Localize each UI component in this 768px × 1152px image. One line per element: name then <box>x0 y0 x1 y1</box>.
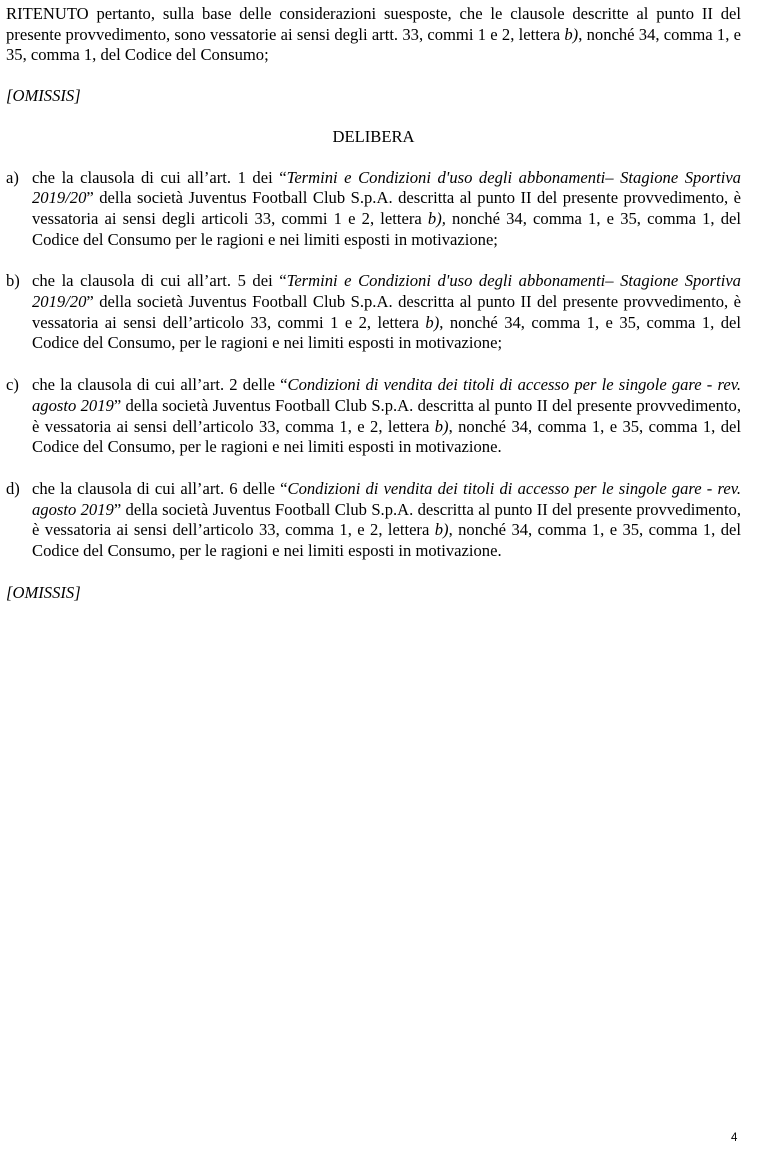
item-text <box>32 479 741 562</box>
italic-text-run: b) <box>425 312 440 332</box>
italic-text-run: Condizioni di vendita dei titoli di accesso per le singole gare - rev. agosto 2019 <box>32 375 741 415</box>
deliberation-item-b <box>6 271 741 354</box>
text-run: che la clausola di cui all’art. 1 dei “ <box>32 167 287 187</box>
omissis-marker: [OMISSIS] <box>6 86 81 106</box>
italic-text-run: Termini e Condizioni d'uso degli abbonamenti– Stagione Sportiva 2019/20 <box>32 167 741 208</box>
deliberation-item-c <box>6 375 741 458</box>
text-run: nonché 34, comma 1, e 35, comma 1, del Codice del Consumo per le ragioni e nei limiti esposti in motivazione; <box>32 208 741 249</box>
italic-text-run: Termini e Condizioni d'uso degli abbonamenti– Stagione Sportiva 2019/20 <box>32 271 741 312</box>
text-run: ” della società Juventus Football Club S.p.A. descritta al punto II del presente provvedimento, è vessatoria ai sensi dell’articolo 33, commi 1 e 2, lettera <box>32 292 741 332</box>
italic-text-run: b) <box>434 416 449 436</box>
deliberation-item-a <box>6 168 741 251</box>
omissis-marker: [OMISSIS] <box>6 582 81 602</box>
text-run: ” della società Juventus Football Club S.p.A. descritta al punto II del presente provvedimento, è vessatoria ai sensi degli articoli 33, commi 1 e 2, lettera <box>32 188 741 228</box>
text-run: che la clausola di cui all’art. 5 dei “ <box>32 271 287 291</box>
item-label: c) <box>6 375 19 395</box>
item-label: b) <box>6 271 20 291</box>
text-run: , nonché 34, comma 1, e 35, comma 1, del Codice del Consumo, per le ragioni e nei limiti esposti in motivazione; <box>32 312 741 353</box>
text-run: che la clausola di cui all’art. 6 delle “ <box>32 478 288 498</box>
document-page <box>6 4 741 623</box>
text-run: , nonché 34, comma 1, e 35, comma 1, del Codice del Consumo; <box>6 24 741 65</box>
page-number: 4 <box>731 1132 738 1144</box>
text-run: ” della società Juventus Football Club S.p.A. descritta al punto II del presente provvedimento, è vessatoria ai sensi dell’articolo 33, comma 1, e 2, lettera <box>32 499 741 540</box>
text-run: ” della società Juventus Football Club S.p.A. descritta al punto II del presente provvedimento, è vessatoria ai sensi dell’articolo 33, comma 1, e 2, lettera <box>32 395 741 436</box>
item-label: a) <box>6 167 19 187</box>
text-run: che la clausola di cui all’art. 2 delle “ <box>32 375 288 395</box>
item-text <box>32 168 741 251</box>
intro-paragraph <box>6 4 741 66</box>
italic-text-run: b), <box>427 208 446 228</box>
text-run: , nonché 34, comma 1, e 35, comma 1, del Codice del Consumo, per le ragioni e nei limiti esposti in motivazione. <box>32 520 741 561</box>
item-text <box>32 271 741 354</box>
text-run: , nonché 34, comma 1, e 35, comma 1, del Codice del Consumo, per le ragioni e nei limiti esposti in motivazione. <box>32 416 741 457</box>
item-text <box>32 375 741 458</box>
deliberation-item-d <box>6 479 741 562</box>
italic-text-run: b) <box>434 520 449 540</box>
delibera-heading: DELIBERA <box>332 126 415 146</box>
text-run: RITENUTO pertanto, sulla base delle considerazioni suesposte, che le clausole descritte al punto II del presente provvedimento, sono vessatorie ai sensi degli artt. 33, commi 1 e 2, lettera <box>6 4 741 44</box>
item-label: d) <box>6 478 20 498</box>
italic-text-run: b) <box>564 24 579 44</box>
italic-text-run: Condizioni di vendita dei titoli di accesso per le singole gare - rev. agosto 2019 <box>32 478 741 519</box>
